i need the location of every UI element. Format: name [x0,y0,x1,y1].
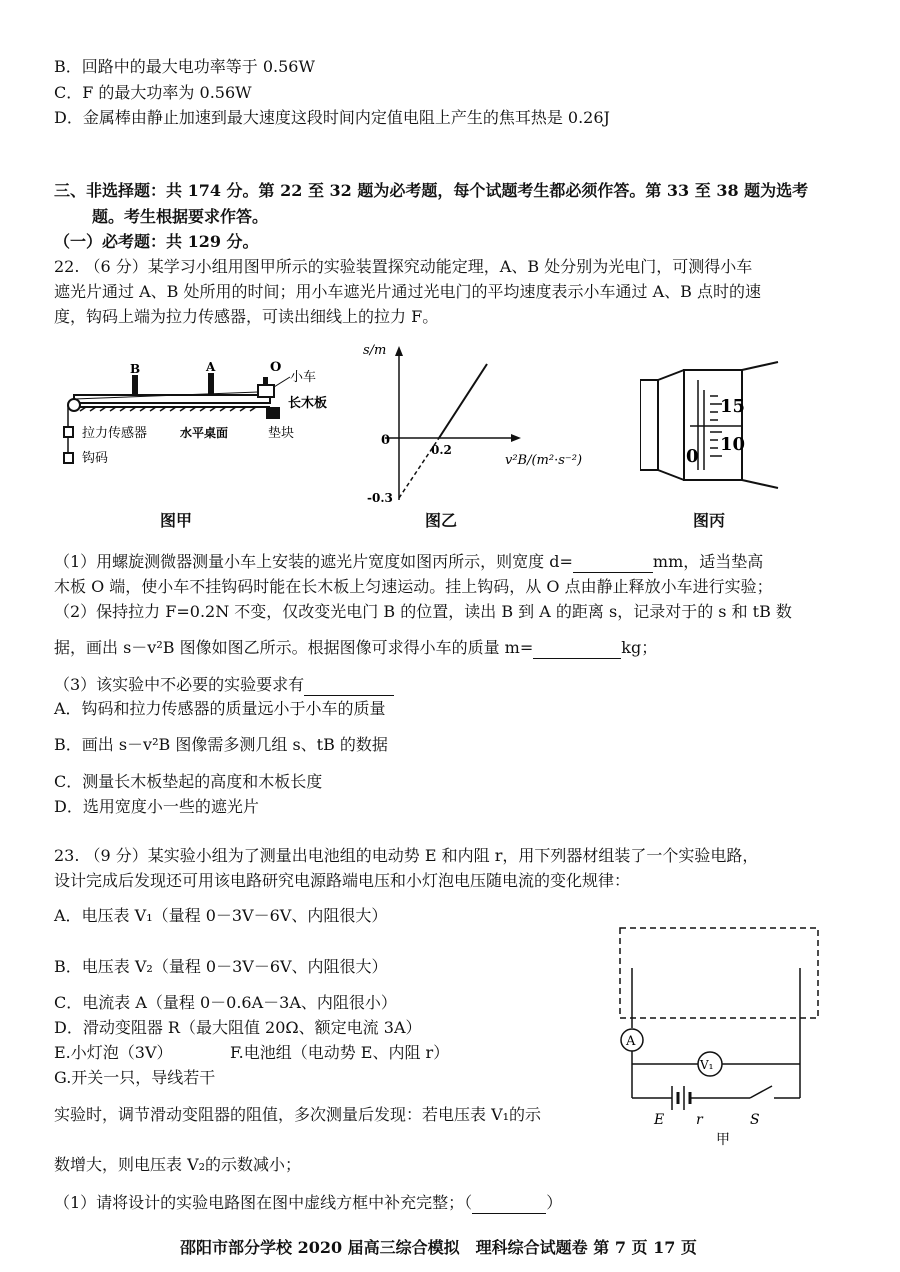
page-footer: 邵阳市部分学校 2020 届高三综合模拟 理科综合试题卷 第 7 页 17 页 [180,1238,697,1257]
prev-option-c: C．F 的最大功率为 0.56W [54,83,252,102]
dashed-box [620,928,818,1018]
label-o: O [270,360,282,375]
q23-item-d: D．滑动变阻器 R（最大阻值 20Ω、额定电流 3A） [54,1018,422,1037]
label-b: B [130,362,141,376]
circuit-caption: 甲 [716,1132,730,1148]
q23-stem-line1: 23. （9 分）某实验小组为了测量出电池组的电动势 E 和内阻 r，用下列器材组装了一个实验电路， [54,846,759,865]
q22-option-a: A．钩码和拉力传感器的质量远小于小车的质量 [54,699,386,718]
pulley [68,399,80,411]
x-axis-label: v²B/(m²·s⁻²) [505,453,583,468]
caption-yi: 图乙 [425,511,458,530]
caption-jia: 图甲 [160,511,193,530]
prev-option-b: B．回路中的最大电功率等于 0.56W [54,57,315,76]
answer-blank-circuit[interactable] [472,1195,546,1214]
q23-observation-line2: 数增大，则电压表 V₂的示数减小； [54,1155,302,1174]
label-hook: 钩码 [82,451,109,466]
figure-jia-apparatus [60,355,340,475]
q23-item-f: F.电池组（电动势 E、内阻 r） [230,1043,450,1062]
origin-label: 0 [381,433,391,448]
switch-label: S [750,1112,760,1128]
q23-part1: （1）请将设计的实验电路图在图中虚线方框中补充完整；（ ） [54,1193,563,1212]
q23-item-g: G.开关一只，导线若干 [54,1068,216,1087]
required-questions-header: （一）必考题：共 129 分。 [54,232,259,251]
long-board [74,395,270,403]
q22-part1-line2: 木板 O 端，使小车不挂钩码时能在长木板上匀速运动。挂上钩码，从 O 点由静止释放小车进行实验； [54,577,773,596]
tick-0: 0 [686,446,699,467]
q22-stem-line3: 度，钩码上端为拉力传感器，可读出细线上的拉力 F。 [54,307,439,326]
q23-item-b: B．电压表 V₂（量程 0－3V－6V、内阻很大） [54,957,388,976]
q22-part2-line1: （2）保持拉力 F=0.2N 不变，仅改变光电门 B 的位置，读出 B 到 A 的距离 s，记录对于的 s 和 tB 数 [54,602,792,621]
q22-option-b: B．画出 s－v²B 图像需多测几组 s、tB 的数据 [54,735,388,754]
q22-stem-line1: 22. （6 分）某学习小组用图甲所示的实验装置探究动能定理，A、B 处分别为光电门，可测得小车 [54,257,753,276]
label-a: A [206,360,216,374]
section-header-line1: 三、非选择题：共 174 分。第 22 至 32 题为必考题，每个试题考生都必须作答。第 33 至 38 题为选考 [54,181,809,200]
q23-stem-line2: 设计完成后发现还可用该电路研究电源路端电压和小灯泡电压随电流的变化规律： [54,871,631,890]
q22-part2-line2: 据，画出 s－v²B 图像如图乙所示。根据图像可求得小车的质量 m= kg； [54,638,658,657]
data-line [439,364,487,438]
answer-blank-m[interactable] [533,640,621,659]
tick-10: 10 [720,434,746,455]
emf-label: E [654,1112,665,1128]
answer-blank-d[interactable] [573,554,653,573]
label-block: 垫块 [268,426,295,441]
label-sensor: 拉力传感器 [82,426,148,441]
q22-option-d: D．选用宽度小一些的遮光片 [54,797,259,816]
photogate-a [208,373,214,395]
switch-symbol [750,1086,772,1098]
figure-yi-graph [355,340,625,510]
prev-option-d: D．金属棒由静止加速到最大速度这段时间内定值电阻上产生的焦耳热是 0.26J [54,108,610,127]
q23-item-c: C．电流表 A（量程 0－0.6A－3A、内阻很小） [54,993,397,1012]
hook-weight [64,453,73,463]
figure-bing-micrometer [640,360,780,490]
q22-part3: （3）该实验中不必要的实验要求有 [54,674,394,696]
y-axis-label: s/m [363,343,387,358]
label-board: 长木板 [288,396,328,411]
label-car: 小车 [290,370,317,385]
q22-stem-line2: 遮光片通过 A、B 处所用的时间；用小车遮光片通过光电门的平均速度表示小车通过 A、B 点时的速 [54,282,761,301]
q23-item-a: A．电压表 V₁（量程 0－3V－6V、内阻很大） [54,906,388,925]
label-table: 水平桌面 [180,426,229,440]
section-header-line2: 题。考生根据要求作答。 [92,207,269,226]
block [266,407,280,419]
voltmeter-label: V₁ [700,1058,714,1072]
figure-circuit [610,920,840,1150]
cart [258,385,274,397]
photogate-b [132,375,138,395]
q22-part1-line1: （1）用螺旋测微器测量小车上安装的遮光片宽度如图丙所示，则宽度 d= mm，适当垫高 [54,552,764,571]
tick-15: 15 [720,396,746,417]
q23-item-e: E.小灯泡（3V） [54,1043,173,1062]
caption-bing: 图丙 [693,511,726,530]
ammeter-label: A [626,1034,636,1049]
force-sensor [64,427,73,437]
x-tick-label: 0.2 [431,443,452,457]
answer-blank-part3[interactable] [304,677,394,696]
q23-observation-line1: 实验时，调节滑动变阻器的阻值，多次测量后发现：若电压表 V₁的示 [54,1105,542,1124]
y-tick-label: -0.3 [367,491,393,505]
q22-option-c: C．测量长木板垫起的高度和木板长度 [54,772,323,791]
resistance-label: r [696,1112,703,1128]
